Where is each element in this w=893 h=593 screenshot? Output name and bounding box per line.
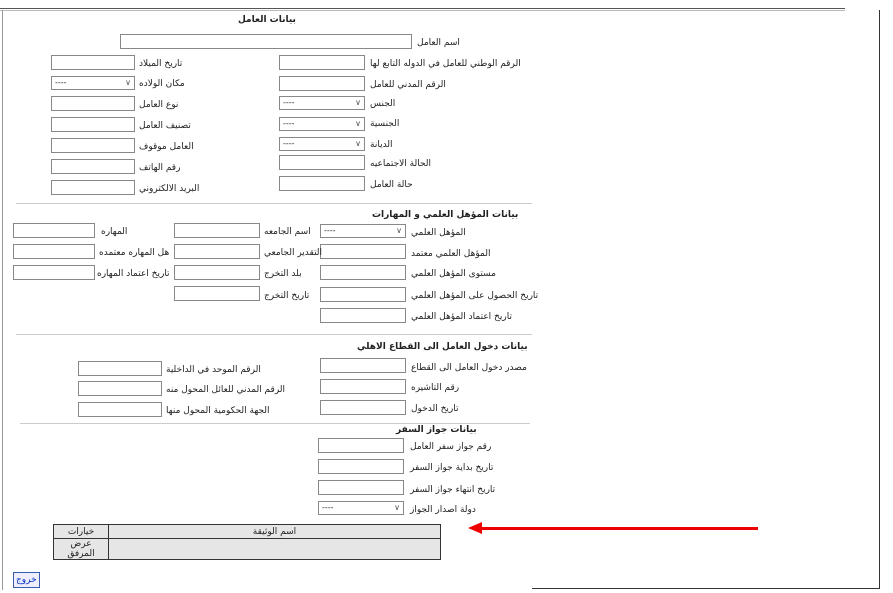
government-entity-input[interactable] [78,402,162,417]
chevron-down-icon: ∨ [394,503,400,512]
chevron-down-icon: ∨ [355,119,361,128]
entry-source-input[interactable] [320,358,406,373]
gender-select-value: ---- [283,98,295,107]
top-border-inner [0,10,845,11]
worker-type-input[interactable] [51,96,135,111]
qualification-level-input[interactable] [320,265,406,280]
worker-status-input[interactable] [279,176,365,191]
birth-place-label: مكان الولاده [139,79,185,89]
divider [20,423,530,424]
skill-certified-label: هل المهاره معتمده [99,248,170,258]
table-header-row [54,525,441,539]
exit-button[interactable]: خروج [13,572,40,588]
phone-input[interactable] [51,159,135,174]
worker-class-label: تصنيف العامل [139,121,191,131]
transferee-civil-id-input[interactable] [78,381,162,396]
column-header-document-name: اسم الوثيقة [109,525,441,539]
university-grade-label: التقدير الجامعي [264,248,323,258]
graduation-date-input[interactable] [174,286,260,301]
column-header-options: خيارات [54,525,109,539]
birth-date-label: تاريخ الميلاد [139,59,183,69]
unified-interior-number-label: الرقم الموحد في الداخلية [166,365,261,375]
graduation-country-input[interactable] [174,265,260,280]
national-id-origin-label: الرقم الوطني للعامل في الدوله التابع لها [370,59,521,69]
graduation-country-label: بلد التخرج [264,269,302,279]
entry-date-input[interactable] [320,400,406,415]
qualification-certified-date-label: تاريخ اعتماد المؤهل العلمي [411,312,512,322]
bottom-border [532,588,880,589]
qualification-select-value: ---- [324,226,336,235]
qualification-obtained-date-label: تاريخ الحصول على المؤهل العلمي [411,291,539,301]
unified-interior-number-input[interactable] [78,361,162,376]
marital-status-input[interactable] [279,155,365,170]
religion-select[interactable] [279,137,365,151]
university-grade-input[interactable] [174,244,260,259]
gender-select[interactable] [279,96,365,110]
passport-number-input[interactable] [318,438,404,453]
national-id-origin-input[interactable] [279,55,365,70]
chevron-down-icon: ∨ [355,98,361,107]
chevron-down-icon: ∨ [125,78,131,87]
skill-label: المهاره [101,227,128,237]
civil-id-input[interactable] [279,76,365,91]
email-input[interactable] [51,180,135,195]
annotation-arrow-line [478,527,758,530]
left-border [2,10,3,590]
qualification-certified-input[interactable] [320,244,406,259]
worker-status-label: حالة العامل [370,180,413,190]
qualification-level-label: مستوى المؤهل العلمي [411,269,496,279]
chevron-down-icon: ∨ [396,226,402,235]
government-entity-label: الجهة الحكومية المحول منها [166,406,270,416]
worker-class-input[interactable] [51,117,135,132]
university-label: اسم الجامعه [264,227,311,237]
private-sector-section-title: بيانات دخول العامل الى القطاع الاهلي [357,342,528,352]
passport-start-date-label: تاريخ بداية جواز السفر [410,463,494,473]
visa-number-input[interactable] [320,379,406,394]
worker-type-label: نوع العامل [139,100,179,110]
passport-end-date-label: تاريخ انتهاء جواز السفر [410,485,496,495]
qualification-select[interactable] [320,224,406,238]
passport-number-label: رقم جواز سفر العامل [410,442,492,452]
worker-name-input[interactable] [120,34,412,49]
skill-input[interactable] [13,223,95,238]
nationality-select[interactable] [279,117,365,131]
skill-certified-input[interactable] [13,244,95,259]
religion-select-value: ---- [283,139,295,148]
qualification-section-title: بيانات المؤهل العلمي و المهارات [372,210,519,220]
gender-label: الجنس [370,99,396,109]
worker-suspended-input[interactable] [51,138,135,153]
marital-status-label: الحالة الاجتماعيه [370,159,431,169]
qualification-certified-date-input[interactable] [320,308,406,323]
transferee-civil-id-label: الرقم المدني للعائل المحول منه [166,385,286,395]
nationality-label: الجنسية [370,119,400,129]
document-name-cell [109,539,441,560]
religion-label: الديانة [370,140,393,150]
passport-country-select[interactable] [318,501,404,515]
passport-country-select-value: ---- [322,503,334,512]
qualification-certified-label: المؤهل العلمي معتمد [411,249,491,259]
civil-id-label: الرقم المدني للعامل [370,80,446,90]
passport-end-date-input[interactable] [318,480,404,495]
view-attachment-cell[interactable]: عرض المرفق [54,539,109,560]
worker-suspended-label: العامل موقوف [139,142,194,152]
phone-label: رقم الهاتف [139,163,181,173]
birth-place-select-value: ---- [55,78,67,87]
worker-name-label: اسم العامل [417,38,460,48]
passport-country-label: دولة اصدار الجواز [410,505,476,515]
documents-table [53,524,441,560]
qualification-obtained-date-input[interactable] [320,287,406,302]
divider [16,334,532,335]
university-input[interactable] [174,223,260,238]
nationality-select-value: ---- [283,119,295,128]
birth-date-input[interactable] [51,55,135,70]
chevron-down-icon: ∨ [355,139,361,148]
skill-certified-date-input[interactable] [13,265,95,280]
skill-certified-date-label: تاريخ اعتماد المهاره [97,269,170,279]
visa-number-label: رقم التاشيره [411,383,460,393]
entry-source-label: مصدر دخول العامل الى القطاع [411,363,527,373]
table-row [54,539,441,560]
worker-section-title: بيانات العامل [238,15,296,25]
divider [16,203,532,204]
passport-section-title: بيانات جواز السفر [396,425,477,435]
graduation-date-label: تاريخ التخرج [264,291,310,301]
email-label: البريد الالكتروني [139,184,200,194]
right-border [879,10,880,588]
qualification-label: المؤهل العلمي [411,228,466,238]
top-border [0,8,845,9]
birth-place-select[interactable] [51,76,135,90]
passport-start-date-input[interactable] [318,459,404,474]
entry-date-label: تاريخ الدخول [411,404,459,414]
